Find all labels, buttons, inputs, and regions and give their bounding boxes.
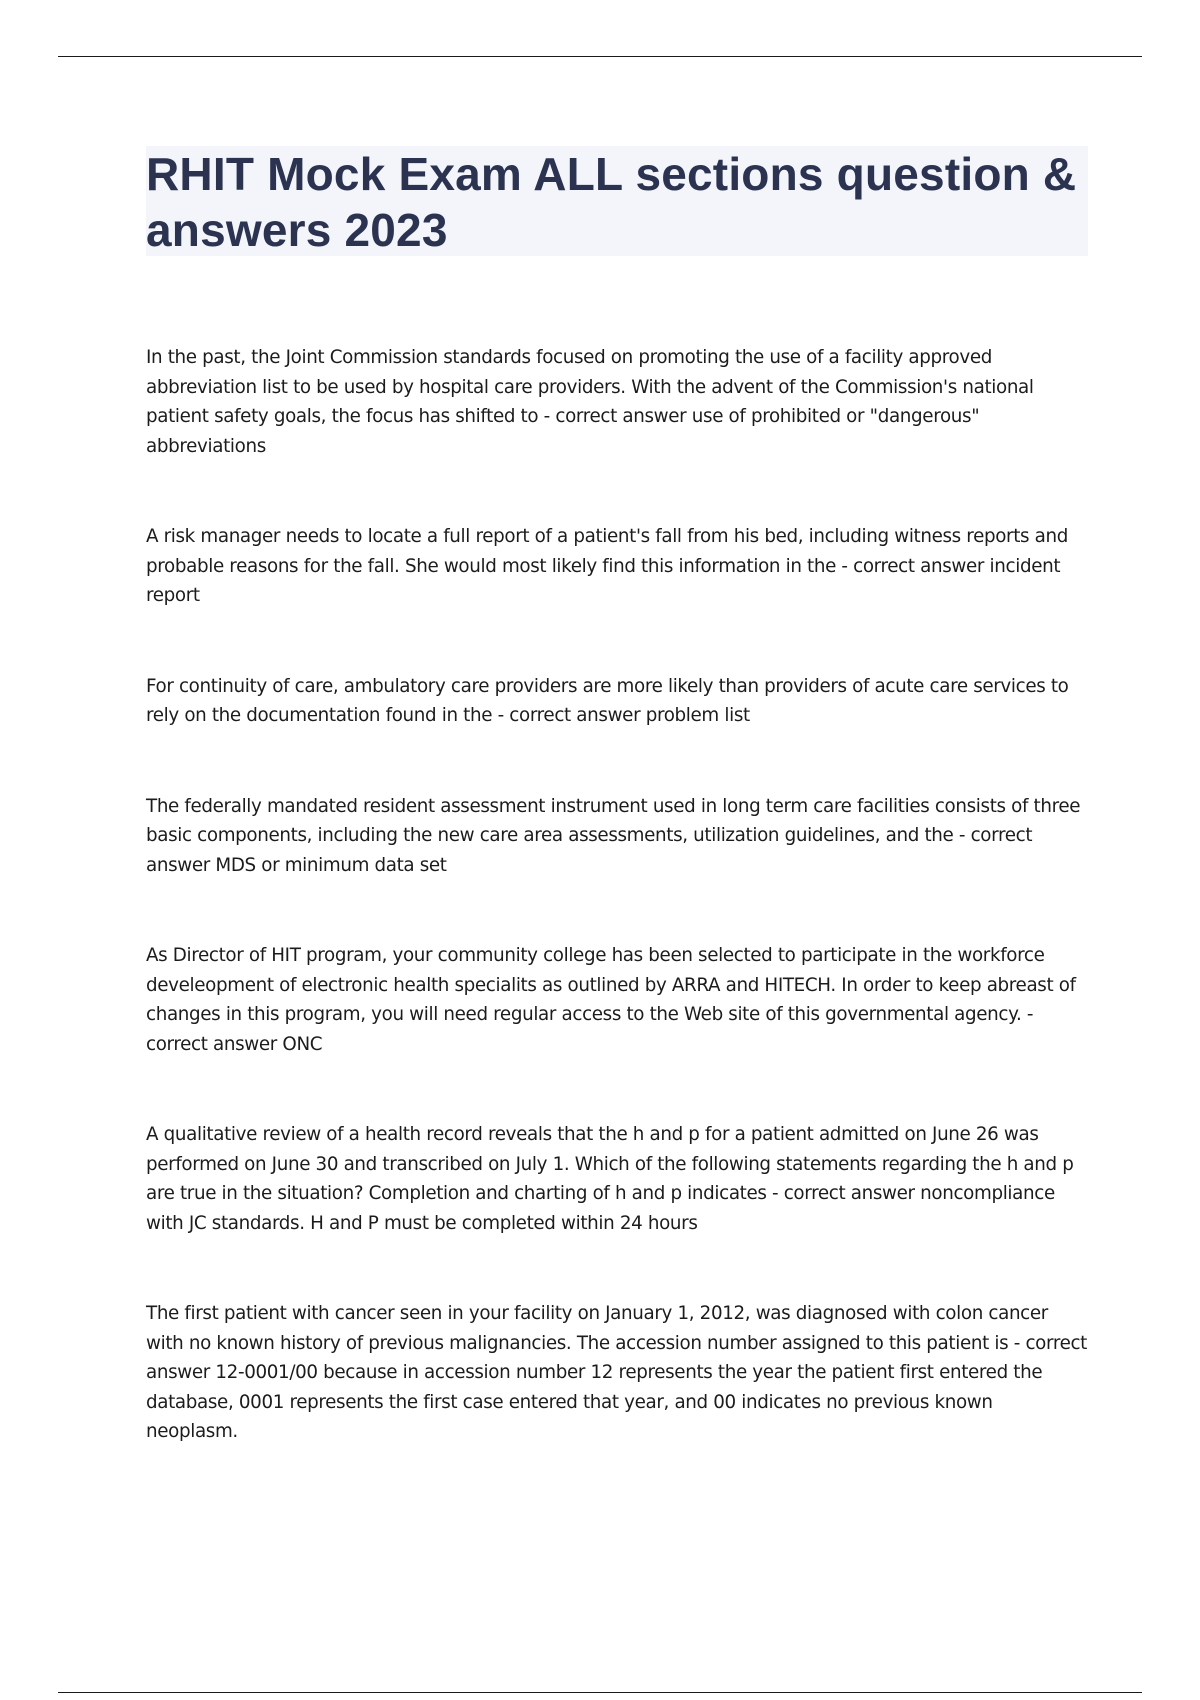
document-title: RHIT Mock Exam ALL sections question & answers 2023 — [146, 148, 1077, 256]
question-answer-item: In the past, the Joint Commission standards focused on promoting the use of a facility approved abbreviation list to be used by hospital care providers. With the advent of the Commission's national patient safety goals, the focus has shifted to - correct answer use of prohibited or "dangerous" abbreviations — [146, 347, 1034, 457]
question-list — [146, 343, 1088, 1447]
header-rule — [58, 56, 1142, 57]
question-answer-item: The first patient with cancer seen in your facility on January 1, 2012, was diagnosed with colon cancer with no known history of previous malignancies. The accession number assigned to this patient is - correct answer 12-0001/00 because in accession number 12 represents the year the patient first entered the database, 0001 represents the first case entered that year, and 00 indicates no previous known neoplasm. — [146, 1303, 1088, 1442]
footer-rule — [58, 1692, 1142, 1693]
question-answer-item: A risk manager needs to locate a full report of a patient's fall from his bed, including witness reports and probable reasons for the fall. She would most likely find this information in the - correct answer incident report — [146, 526, 1069, 606]
title-banner — [146, 146, 1088, 256]
question-answer-item: A qualitative review of a health record reveals that the h and p for a patient admitted on June 26 was performed on June 30 and transcribed on July 1. Which of the following statements regarding the h and p are true in the situation? Completion and charting of h and p indicates - correct answer noncompliance with JC standards. H and P must be completed within 24 hours — [146, 1124, 1074, 1234]
question-answer-item: The federally mandated resident assessment instrument used in long term care facilities consists of three basic components, including the new care area assessments, utilization guidelines, and the - correct answer MDS or minimum data set — [146, 795, 1081, 876]
question-answer-item: For continuity of care, ambulatory care providers are more likely than providers of acute care services to rely on the documentation found in the - correct answer problem list — [146, 675, 1069, 726]
question-answer-item: As Director of HIT program, your community college has been selected to participate in the workforce develeopment of electronic health specialits as outlined by ARRA and HITECH. In order to keep abreast of changes in this program, you will need regular access to the Web site of this governmental agency. - correct answer ONC — [146, 945, 1076, 1055]
